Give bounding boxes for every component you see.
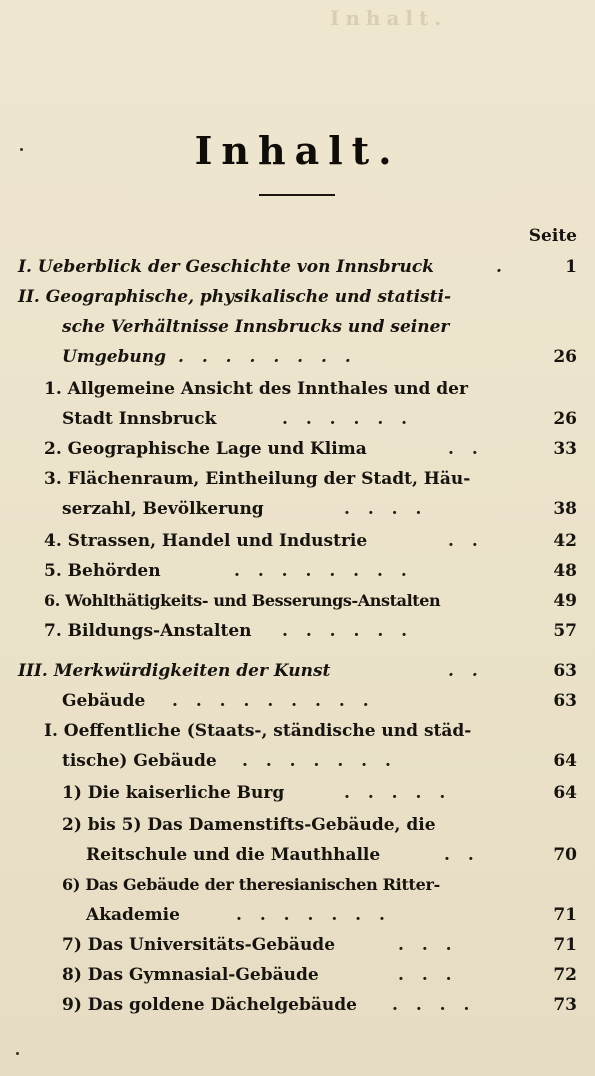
toc-entry-text: 7) Das Universitäts-Gebäude bbox=[62, 935, 336, 955]
toc-entry-text: sche Verhältnisse Innsbrucks und seiner bbox=[62, 317, 450, 337]
toc-entry-text: 1. Allgemeine Ansicht des Innthales und der bbox=[44, 379, 468, 399]
ink-speck bbox=[20, 148, 23, 151]
toc-page-number: 71 bbox=[553, 935, 577, 955]
toc-page-number: 1 bbox=[565, 257, 577, 277]
leader-dots: . . bbox=[444, 845, 480, 865]
toc-page-number: 63 bbox=[553, 691, 577, 711]
page-title: Inhalt. bbox=[194, 128, 401, 173]
toc-page-number: 73 bbox=[553, 995, 577, 1015]
leader-dots: . . . . bbox=[344, 499, 428, 519]
leader-dots: . . . . . . . . . bbox=[172, 691, 375, 711]
toc-page-number: 26 bbox=[553, 409, 577, 429]
toc-entry-text: Gebäude bbox=[62, 691, 146, 711]
toc-entry-text: II. Geographische, physikalische und statisti- bbox=[18, 287, 452, 307]
toc-page-number: 42 bbox=[553, 531, 577, 551]
leader-dots: . bbox=[496, 257, 508, 277]
toc-entry-text: 2. Geographische Lage und Klima bbox=[44, 439, 367, 459]
toc-page-number: 38 bbox=[553, 499, 577, 519]
leader-dots: . . bbox=[448, 439, 484, 459]
toc-entry-text: 6) Das Gebäude der theresianischen Ritter- bbox=[62, 875, 440, 894]
toc-page-number: 49 bbox=[553, 591, 577, 611]
ink-speck bbox=[16, 1052, 19, 1055]
toc-entry-text: Umgebung bbox=[62, 347, 167, 367]
title-rule bbox=[259, 194, 335, 196]
leader-dots: . . bbox=[448, 661, 484, 681]
toc-page-number: 72 bbox=[553, 965, 577, 985]
toc-entry-text: 3. Flächenraum, Eintheilung der Stadt, Häu- bbox=[44, 469, 471, 489]
toc-entry-text: 6. Wohlthätigkeits- und Besserungs-Anstalten bbox=[44, 591, 441, 610]
leader-dots: . . . . . . . bbox=[242, 751, 397, 771]
toc-entry-text: 1) Die kaiserliche Burg bbox=[62, 783, 285, 803]
toc-entry-text: Akademie bbox=[86, 905, 180, 925]
toc-page-number: 63 bbox=[553, 661, 577, 681]
toc-entry-text: 9) Das goldene Dächelgebäude bbox=[62, 995, 357, 1015]
leader-dots: . . . . bbox=[392, 995, 476, 1015]
toc-entry-text: I. Ueberblick der Geschichte von Innsbruck bbox=[18, 257, 434, 277]
toc-entry-text: serzahl, Bevölkerung bbox=[62, 499, 264, 519]
toc-page-number: 33 bbox=[553, 439, 577, 459]
toc-entry-text: 4. Strassen, Handel und Industrie bbox=[44, 531, 368, 551]
leader-dots: . . . . . bbox=[344, 783, 452, 803]
toc-entry-text: Stadt Innsbruck bbox=[62, 409, 217, 429]
toc-entry-text: 2) bis 5) Das Damenstifts-Gebäude, die bbox=[62, 815, 436, 835]
toc-entry-text: 7. Bildungs-Anstalten bbox=[44, 621, 252, 641]
toc-entry bbox=[62, 342, 522, 372]
toc-entry-text: Reitschule und die Mauthhalle bbox=[86, 845, 381, 865]
toc-entry-text: I. Oeffentliche (Staats-, ständische und städ- bbox=[44, 721, 472, 741]
toc-entry-text: III. Merkwürdigkeiten der Kunst bbox=[18, 661, 331, 681]
leader-dots: . . . . . . bbox=[282, 409, 414, 429]
toc-page-number: 48 bbox=[553, 561, 577, 581]
leader-dots: . . . . . . . bbox=[236, 905, 391, 925]
bleed-through-text: Inhalt. bbox=[330, 6, 448, 30]
page-column-header: Seite bbox=[528, 226, 577, 246]
toc-page-number: 26 bbox=[553, 347, 577, 367]
leader-dots: . . . . . . bbox=[282, 621, 414, 641]
toc-entry-text: 5. Behörden bbox=[44, 561, 161, 581]
toc-page-number: 70 bbox=[553, 845, 577, 865]
toc-page-number: 71 bbox=[553, 905, 577, 925]
toc-entry bbox=[18, 252, 518, 282]
leader-dots: . . bbox=[448, 531, 484, 551]
toc-page-number: 57 bbox=[553, 621, 577, 641]
toc-page-number: 64 bbox=[553, 783, 577, 803]
leader-dots: . . . . . . . . bbox=[234, 561, 413, 581]
toc-entry-text: tische) Gebäude bbox=[62, 751, 217, 771]
leader-dots: . . . . . . . . bbox=[178, 347, 357, 367]
toc-page-number: 64 bbox=[553, 751, 577, 771]
leader-dots: . . . bbox=[398, 965, 458, 985]
toc-entry-text: 8) Das Gymnasial-Gebäude bbox=[62, 965, 319, 985]
leader-dots: . . . bbox=[398, 935, 458, 955]
